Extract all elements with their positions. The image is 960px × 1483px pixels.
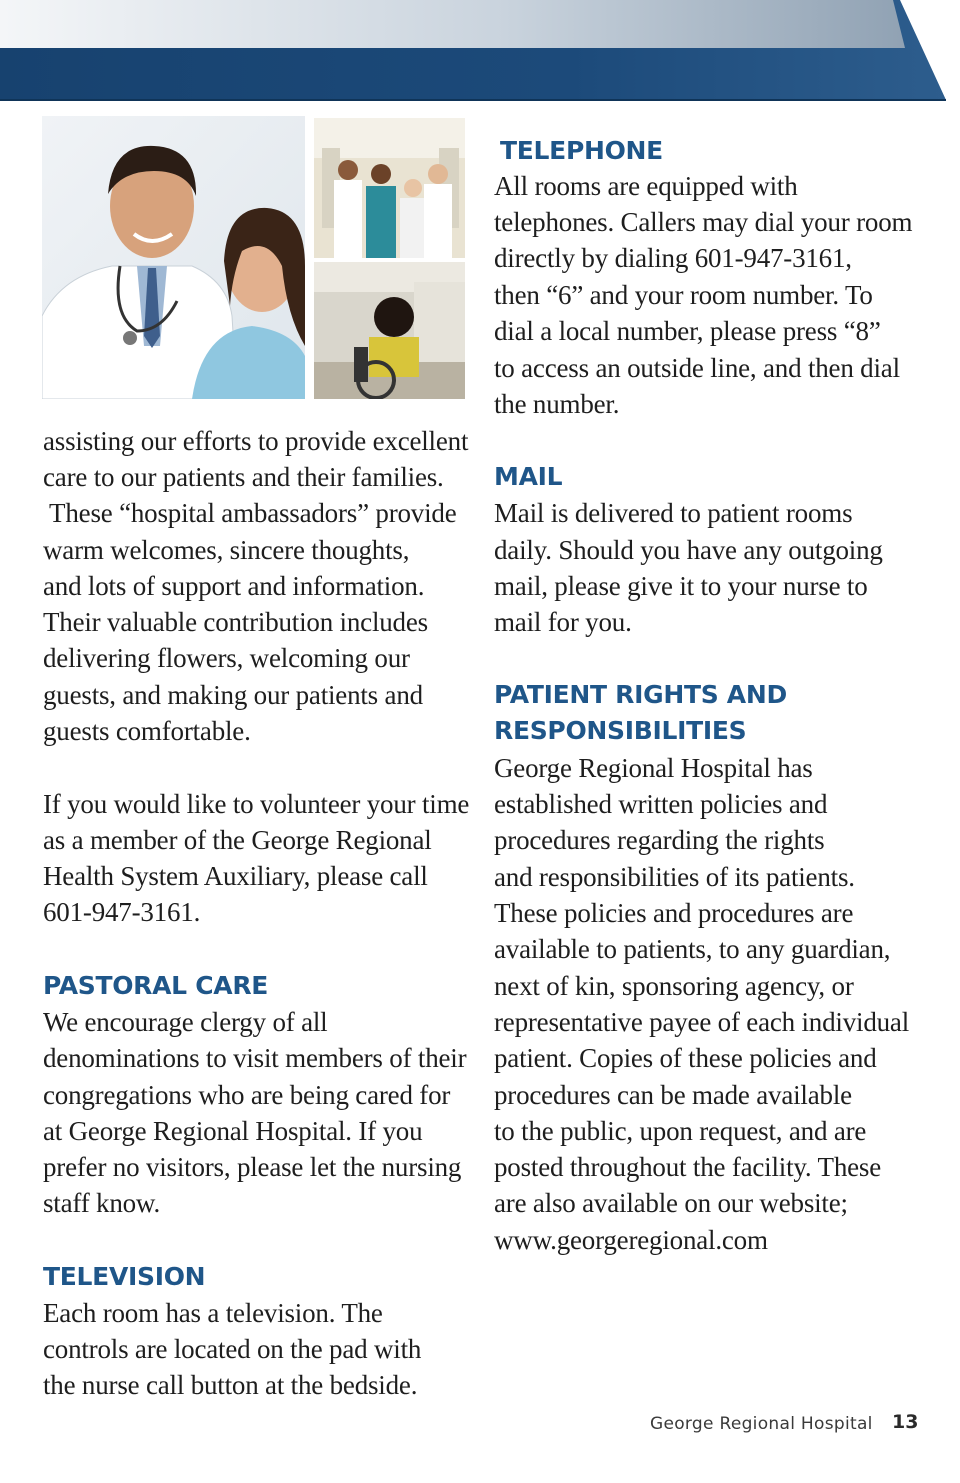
- text-line: to access an outside line, and then dial: [494, 353, 900, 383]
- wheelchair-photo: [314, 262, 465, 399]
- text-line: available to patients, to any guardian,: [494, 934, 891, 964]
- text-line: Each room has a television. The: [43, 1298, 383, 1328]
- text-line: assisting our efforts to provide excellent: [43, 426, 469, 456]
- text-line: Their valuable contribution includes: [43, 607, 428, 637]
- text-line: established written policies and: [494, 789, 828, 819]
- text-line: and lots of support and information.: [43, 571, 425, 601]
- text-line: controls are located on the pad with: [43, 1334, 422, 1364]
- text-line: patient. Copies of these policies and: [494, 1043, 877, 1073]
- text-line: the number.: [494, 389, 620, 419]
- patient-rights-heading-line: RESPONSIBILITIES: [494, 716, 747, 745]
- text-line: care to our patients and their families.: [43, 462, 444, 492]
- text-line: then “6” and your room number. To: [494, 280, 873, 310]
- text-line: All rooms are equipped with: [494, 171, 798, 201]
- text-line: Mail is delivered to patient rooms: [494, 498, 853, 528]
- mail-heading: MAIL: [494, 462, 563, 491]
- pastoral-care-heading: PASTORAL CARE: [43, 971, 269, 1000]
- text-line: George Regional Hospital has: [494, 753, 813, 783]
- text-line: 601-947-3161.: [43, 897, 201, 927]
- text-line: These policies and procedures are: [494, 898, 854, 928]
- patient-rights-heading-line: PATIENT RIGHTS AND: [494, 680, 787, 709]
- text-line: denominations to visit members of their: [43, 1043, 467, 1073]
- telephone-heading: TELEPHONE: [500, 136, 663, 165]
- text-line: the nurse call button at the bedside.: [43, 1370, 418, 1400]
- text-line: posted throughout the facility. These: [494, 1152, 882, 1182]
- text-line: warm welcomes, sincere thoughts,: [43, 535, 410, 565]
- text-line: mail, please give it to your nurse to: [494, 571, 868, 601]
- doctor-patient-photo: [42, 116, 305, 399]
- television-heading: TELEVISION: [43, 1262, 206, 1291]
- text-line: at George Regional Hospital. If you: [43, 1116, 423, 1146]
- text-line: guests comfortable.: [43, 716, 251, 746]
- text-line: If you would like to volunteer your time: [43, 789, 470, 819]
- text-line: directly by dialing 601-947-3161,: [494, 243, 852, 273]
- website-link[interactable]: www.georgeregional.com: [494, 1225, 768, 1255]
- text-line: telephones. Callers may dial your room: [494, 207, 913, 237]
- text-line: to the public, upon request, and are: [494, 1116, 867, 1146]
- text-line: daily. Should you have any outgoing: [494, 535, 883, 565]
- text-line: We encourage clergy of all: [43, 1007, 328, 1037]
- header-banner: [0, 0, 960, 104]
- text-line: representative payee of each individual: [494, 1007, 909, 1037]
- footer-hospital-name: George Regional Hospital: [650, 1414, 873, 1434]
- text-line: next of kin, sponsoring agency, or: [494, 971, 854, 1001]
- medical-staff-photo: [314, 118, 465, 258]
- text-line: congregations who are being cared for: [43, 1080, 451, 1110]
- text-line: procedures regarding the rights: [494, 825, 825, 855]
- text-line: delivering flowers, welcoming our: [43, 643, 410, 673]
- text-line: mail for you.: [494, 607, 632, 637]
- text-line: prefer no visitors, please let the nursing: [43, 1152, 462, 1182]
- page-number: 13: [892, 1411, 919, 1433]
- text-line: Health System Auxiliary, please call: [43, 861, 428, 891]
- text-line: are also available on our website;: [494, 1188, 848, 1218]
- text-line: dial a local number, please press “8”: [494, 316, 881, 346]
- text-line: as a member of the George Regional: [43, 825, 432, 855]
- text-line: and responsibilities of its patients.: [494, 862, 855, 892]
- text-line: guests, and making our patients and: [43, 680, 423, 710]
- text-line: staff know.: [43, 1188, 161, 1218]
- text-line: procedures can be made available: [494, 1080, 852, 1110]
- text-line: These “hospital ambassadors” provide: [43, 498, 457, 528]
